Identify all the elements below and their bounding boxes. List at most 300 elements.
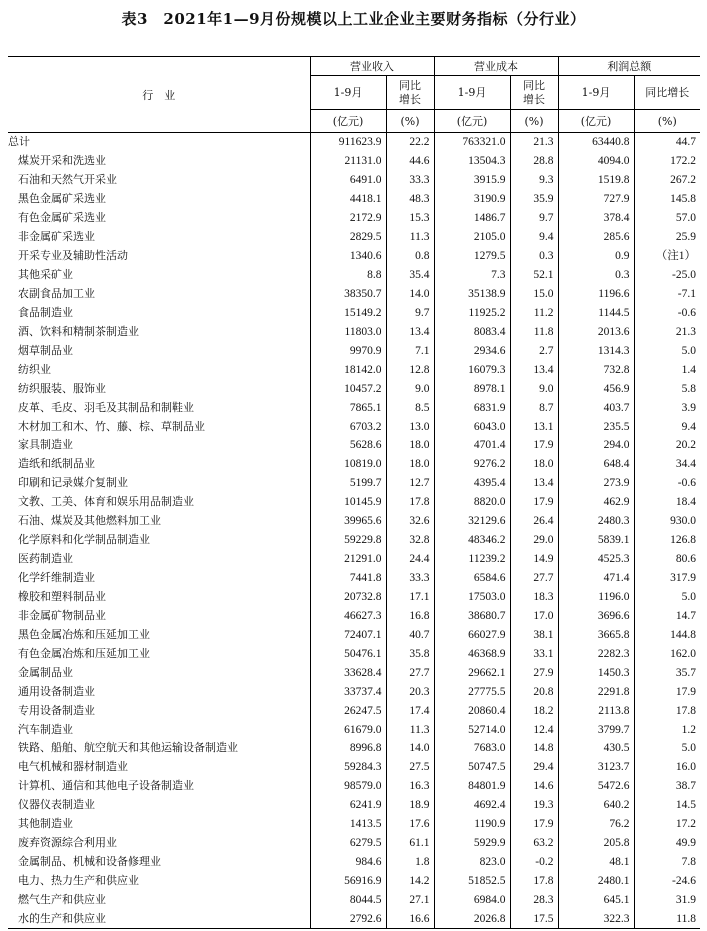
profit-value: 285.6 [558, 228, 634, 247]
cost-yoy: 9.0 [510, 379, 558, 398]
industry-name: 计算机、通信和其他电子设备制造业 [18, 779, 194, 793]
revenue-value: 8044.5 [310, 891, 386, 910]
table-row [8, 739, 700, 758]
table-row [8, 682, 700, 701]
cost-yoy: 15.0 [510, 285, 558, 304]
revenue-value: 4418.1 [310, 190, 386, 209]
cost-yoy: -0.2 [510, 853, 558, 872]
revenue-yoy: 12.8 [386, 360, 434, 379]
table-row [8, 720, 700, 739]
revenue-group-header: 营业收入 [310, 57, 434, 76]
revenue-yoy: 32.8 [386, 531, 434, 550]
industry-name: 废弃资源综合利用业 [18, 836, 117, 850]
revenue-value: 20732.8 [310, 588, 386, 607]
profit-yoy: 172.2 [634, 152, 700, 171]
table-row [8, 228, 700, 247]
profit-yoy: 5.0 [634, 739, 700, 758]
cost-value: 6043.0 [434, 417, 510, 436]
cost-value: 27775.5 [434, 682, 510, 701]
cost-yoy: 26.4 [510, 512, 558, 531]
cost-yoy: 63.2 [510, 834, 558, 853]
profit-value: 456.9 [558, 379, 634, 398]
cost-yoy: 13.1 [510, 417, 558, 436]
industry-name: 煤炭开采和洗选业 [18, 154, 106, 168]
profit-yoy: 18.4 [634, 493, 700, 512]
revenue-yoy: 8.5 [386, 398, 434, 417]
cost-value: 20860.4 [434, 701, 510, 720]
table-row [8, 796, 700, 815]
revenue-value: 7441.8 [310, 569, 386, 588]
profit-yoy: 21.3 [634, 322, 700, 341]
profit-value: 4525.3 [558, 550, 634, 569]
cost-value: 17503.0 [434, 588, 510, 607]
revenue-value: 8996.8 [310, 739, 386, 758]
profit-yoy: 267.2 [634, 171, 700, 190]
profit-value: 430.5 [558, 739, 634, 758]
cost-value: 35138.9 [434, 285, 510, 304]
profit-value: 0.9 [558, 247, 634, 266]
cost-value: 8820.0 [434, 493, 510, 512]
profit-value: 273.9 [558, 474, 634, 493]
industry-name: 电气机械和器材制造业 [18, 760, 128, 774]
revenue-yoy: 17.8 [386, 493, 434, 512]
table-row [8, 588, 700, 607]
cost-value: 2105.0 [434, 228, 510, 247]
revenue-value: 10819.0 [310, 455, 386, 474]
industry-name: 造纸和纸制品业 [18, 457, 95, 471]
industry-name: 其他采矿业 [18, 268, 73, 282]
industry-name: 纺织服装、服饰业 [18, 381, 106, 395]
revenue-yoy: 13.4 [386, 322, 434, 341]
cost-value: 1190.9 [434, 815, 510, 834]
profit-yoy: -0.6 [634, 474, 700, 493]
cost-group-header: 营业成本 [434, 57, 558, 76]
profit-value: 2291.8 [558, 682, 634, 701]
cost-value: 1486.7 [434, 209, 510, 228]
profit-value: 1450.3 [558, 663, 634, 682]
profit-value: 732.8 [558, 360, 634, 379]
revenue-yoy: 40.7 [386, 625, 434, 644]
revenue-yoy: 61.1 [386, 834, 434, 853]
industry-name: 金属制品业 [18, 665, 73, 679]
cost-yoy-unit: (%) [510, 110, 558, 133]
cost-yoy: 17.5 [510, 909, 558, 928]
revenue-value: 984.6 [310, 853, 386, 872]
profit-yoy: -24.6 [634, 872, 700, 891]
revenue-value: 6491.0 [310, 171, 386, 190]
profit-yoy: 38.7 [634, 777, 700, 796]
cost-yoy: 11.2 [510, 303, 558, 322]
industry-name: 烟草制品业 [18, 343, 73, 357]
profit-value: 645.1 [558, 891, 634, 910]
cost-yoy: 21.3 [510, 133, 558, 152]
revenue-yoy: 9.0 [386, 379, 434, 398]
revenue-value: 21131.0 [310, 152, 386, 171]
cost-value: 16079.3 [434, 360, 510, 379]
profit-value: 2282.3 [558, 644, 634, 663]
revenue-value: 59229.8 [310, 531, 386, 550]
industry-name: 食品制造业 [18, 305, 73, 319]
profit-yoy: 5.0 [634, 341, 700, 360]
profit-yoy: （注1） [634, 247, 700, 266]
cost-value: 3915.9 [434, 171, 510, 190]
profit-yoy: 1.2 [634, 720, 700, 739]
cost-yoy: 17.9 [510, 436, 558, 455]
revenue-value: 2792.6 [310, 909, 386, 928]
cost-value: 50747.5 [434, 758, 510, 777]
table-row [8, 853, 700, 872]
table-row [8, 815, 700, 834]
revenue-value: 2172.9 [310, 209, 386, 228]
industry-name: 有色金属冶炼和压延加工业 [18, 646, 150, 660]
cost-value: 13504.3 [434, 152, 510, 171]
cost-value: 823.0 [434, 853, 510, 872]
revenue-value: 6703.2 [310, 417, 386, 436]
cost-yoy: 52.1 [510, 266, 558, 285]
cost-yoy: 33.1 [510, 644, 558, 663]
industry-name: 酒、饮料和精制茶制造业 [18, 324, 139, 338]
revenue-value: 72407.1 [310, 625, 386, 644]
revenue-yoy: 16.3 [386, 777, 434, 796]
revenue-yoy: 14.2 [386, 872, 434, 891]
profit-yoy-header: 同比增长 [634, 76, 700, 110]
revenue-value: 61679.0 [310, 720, 386, 739]
cost-yoy: 17.9 [510, 493, 558, 512]
cost-yoy: 14.6 [510, 777, 558, 796]
revenue-yoy: 35.8 [386, 644, 434, 663]
revenue-yoy: 20.3 [386, 682, 434, 701]
cost-value: 7.3 [434, 266, 510, 285]
profit-yoy: 11.8 [634, 909, 700, 928]
table-row [8, 190, 700, 209]
profit-value: 294.0 [558, 436, 634, 455]
profit-yoy: 145.8 [634, 190, 700, 209]
cost-value: 4395.4 [434, 474, 510, 493]
table-row [8, 891, 700, 910]
industry-name: 橡胶和塑料制品业 [18, 589, 106, 603]
profit-group-header: 利润总额 [558, 57, 700, 76]
table-row [8, 455, 700, 474]
profit-yoy: 3.9 [634, 398, 700, 417]
revenue-yoy-label: 同比 增长 [399, 78, 421, 106]
cost-yoy: 12.4 [510, 720, 558, 739]
industry-name: 铁路、船舶、航空航天和其他运输设备制造业 [18, 741, 238, 755]
revenue-value: 9970.9 [310, 341, 386, 360]
profit-value: 4094.0 [558, 152, 634, 171]
cost-yoy-header [510, 76, 558, 110]
revenue-yoy: 18.0 [386, 455, 434, 474]
cost-value: 11925.2 [434, 303, 510, 322]
cost-yoy: 9.4 [510, 228, 558, 247]
profit-value: 1519.8 [558, 171, 634, 190]
cost-value: 48346.2 [434, 531, 510, 550]
revenue-yoy-unit: (%) [386, 110, 434, 133]
revenue-yoy: 27.5 [386, 758, 434, 777]
revenue-value: 50476.1 [310, 644, 386, 663]
profit-value: 205.8 [558, 834, 634, 853]
profit-value: 462.9 [558, 493, 634, 512]
table-row [8, 758, 700, 777]
profit-value: 2480.3 [558, 512, 634, 531]
profit-value: 471.4 [558, 569, 634, 588]
industry-name: 专用设备制造业 [18, 703, 95, 717]
industry-name: 黑色金属矿采选业 [18, 192, 106, 206]
total-row [8, 133, 700, 152]
cost-value: 8083.4 [434, 322, 510, 341]
cost-yoy: 14.8 [510, 739, 558, 758]
revenue-value: 98579.0 [310, 777, 386, 796]
profit-value: 1314.3 [558, 341, 634, 360]
industry-name: 家具制造业 [18, 438, 73, 452]
industry-name: 化学纤维制造业 [18, 571, 95, 585]
table-row [8, 663, 700, 682]
profit-yoy: -7.1 [634, 285, 700, 304]
profit-value: 2113.8 [558, 701, 634, 720]
revenue-yoy: 15.3 [386, 209, 434, 228]
table-row [8, 569, 700, 588]
table-row [8, 285, 700, 304]
revenue-yoy: 16.8 [386, 606, 434, 625]
revenue-value: 7865.1 [310, 398, 386, 417]
profit-yoy: 7.8 [634, 853, 700, 872]
profit-value: 648.4 [558, 455, 634, 474]
profit-value: 3696.6 [558, 606, 634, 625]
revenue-value: 911623.9 [310, 133, 386, 152]
revenue-value: 2829.5 [310, 228, 386, 247]
financial-indicators-table [8, 56, 700, 929]
table-row [8, 493, 700, 512]
revenue-period-header: 1-9月 [310, 76, 386, 110]
cost-value: 7683.0 [434, 739, 510, 758]
profit-value: 640.2 [558, 796, 634, 815]
revenue-yoy: 14.0 [386, 739, 434, 758]
profit-yoy: 9.4 [634, 417, 700, 436]
cost-yoy: 27.7 [510, 569, 558, 588]
profit-value: 76.2 [558, 815, 634, 834]
revenue-value: 33737.4 [310, 682, 386, 701]
profit-yoy: 126.8 [634, 531, 700, 550]
cost-value: 32129.6 [434, 512, 510, 531]
table-row [8, 341, 700, 360]
revenue-yoy: 11.3 [386, 228, 434, 247]
cost-value: 4701.4 [434, 436, 510, 455]
revenue-value: 8.8 [310, 266, 386, 285]
profit-period-header: 1-9月 [558, 76, 634, 110]
cost-unit: (亿元) [434, 110, 510, 133]
table-row [8, 872, 700, 891]
revenue-yoy: 18.9 [386, 796, 434, 815]
industry-name: 印刷和记录媒介复制业 [18, 476, 128, 490]
industry-name: 非金属矿采选业 [18, 230, 95, 244]
cost-period-header: 1-9月 [434, 76, 510, 110]
revenue-yoy: 16.6 [386, 909, 434, 928]
table-row [8, 909, 700, 928]
revenue-yoy: 18.0 [386, 436, 434, 455]
cost-yoy: 28.3 [510, 891, 558, 910]
revenue-yoy: 44.6 [386, 152, 434, 171]
cost-yoy: 19.3 [510, 796, 558, 815]
table-row [8, 436, 700, 455]
industry-name: 其他制造业 [18, 817, 73, 831]
profit-yoy: 35.7 [634, 663, 700, 682]
cost-value: 66027.9 [434, 625, 510, 644]
industry-name: 石油和天然气开采业 [18, 173, 117, 187]
cost-value: 8978.1 [434, 379, 510, 398]
cost-yoy: 9.7 [510, 209, 558, 228]
revenue-unit: (亿元) [310, 110, 386, 133]
profit-value: 378.4 [558, 209, 634, 228]
industry-name: 纺织业 [18, 362, 51, 376]
table-row [8, 171, 700, 190]
revenue-value: 6279.5 [310, 834, 386, 853]
industry-name: 总计 [8, 135, 30, 149]
profit-value: 403.7 [558, 398, 634, 417]
table-row [8, 644, 700, 663]
profit-value: 235.5 [558, 417, 634, 436]
cost-yoy: 17.8 [510, 872, 558, 891]
profit-value: 1196.0 [558, 588, 634, 607]
profit-yoy: -0.6 [634, 303, 700, 322]
cost-yoy: 35.9 [510, 190, 558, 209]
revenue-value: 26247.5 [310, 701, 386, 720]
profit-value: 5839.1 [558, 531, 634, 550]
revenue-yoy: 17.6 [386, 815, 434, 834]
table-row [8, 398, 700, 417]
profit-value: 1144.5 [558, 303, 634, 322]
profit-yoy: 25.9 [634, 228, 700, 247]
profit-value: 3799.7 [558, 720, 634, 739]
revenue-value: 39965.6 [310, 512, 386, 531]
profit-value: 322.3 [558, 909, 634, 928]
revenue-yoy: 27.7 [386, 663, 434, 682]
revenue-yoy: 27.1 [386, 891, 434, 910]
cost-value: 1279.5 [434, 247, 510, 266]
cost-value: 5929.9 [434, 834, 510, 853]
table-row [8, 531, 700, 550]
revenue-value: 21291.0 [310, 550, 386, 569]
industry-name: 燃气生产和供应业 [18, 892, 106, 906]
cost-yoy: 8.7 [510, 398, 558, 417]
cost-yoy: 38.1 [510, 625, 558, 644]
table-row [8, 379, 700, 398]
revenue-yoy: 14.0 [386, 285, 434, 304]
profit-value: 2480.1 [558, 872, 634, 891]
cost-value: 4692.4 [434, 796, 510, 815]
profit-value: 63440.8 [558, 133, 634, 152]
revenue-value: 56916.9 [310, 872, 386, 891]
table-row [8, 152, 700, 171]
profit-yoy: 930.0 [634, 512, 700, 531]
cost-value: 2026.8 [434, 909, 510, 928]
revenue-yoy: 22.2 [386, 133, 434, 152]
cost-yoy: 0.3 [510, 247, 558, 266]
revenue-yoy: 35.4 [386, 266, 434, 285]
profit-yoy: 80.6 [634, 550, 700, 569]
cost-value: 38680.7 [434, 606, 510, 625]
revenue-value: 6241.9 [310, 796, 386, 815]
profit-yoy: 5.0 [634, 588, 700, 607]
cost-value: 6831.9 [434, 398, 510, 417]
industry-name: 农副食品加工业 [18, 286, 95, 300]
cost-yoy: 27.9 [510, 663, 558, 682]
revenue-value: 1413.5 [310, 815, 386, 834]
industry-name: 有色金属矿采选业 [18, 211, 106, 225]
revenue-value: 5199.7 [310, 474, 386, 493]
revenue-value: 1340.6 [310, 247, 386, 266]
revenue-yoy: 11.3 [386, 720, 434, 739]
revenue-value: 59284.3 [310, 758, 386, 777]
table-row [8, 303, 700, 322]
profit-yoy: 317.9 [634, 569, 700, 588]
profit-yoy: 34.4 [634, 455, 700, 474]
table-row [8, 474, 700, 493]
cost-yoy: 13.4 [510, 360, 558, 379]
table-row [8, 360, 700, 379]
cost-yoy: 29.0 [510, 531, 558, 550]
cost-value: 9276.2 [434, 455, 510, 474]
table-row [8, 606, 700, 625]
profit-yoy-unit: (%) [634, 110, 700, 133]
profit-yoy: 20.2 [634, 436, 700, 455]
table-row [8, 247, 700, 266]
revenue-yoy: 32.6 [386, 512, 434, 531]
revenue-value: 38350.7 [310, 285, 386, 304]
cost-value: 29662.1 [434, 663, 510, 682]
profit-yoy: 17.8 [634, 701, 700, 720]
cost-yoy: 18.3 [510, 588, 558, 607]
profit-yoy: 49.9 [634, 834, 700, 853]
cost-yoy: 18.0 [510, 455, 558, 474]
profit-value: 3123.7 [558, 758, 634, 777]
profit-yoy: 1.4 [634, 360, 700, 379]
revenue-value: 33628.4 [310, 663, 386, 682]
profit-yoy: 17.2 [634, 815, 700, 834]
cost-value: 3190.9 [434, 190, 510, 209]
profit-unit: (亿元) [558, 110, 634, 133]
table-row [8, 550, 700, 569]
cost-yoy: 18.2 [510, 701, 558, 720]
revenue-value: 10145.9 [310, 493, 386, 512]
industry-name: 仪器仪表制造业 [18, 798, 95, 812]
profit-yoy: 5.8 [634, 379, 700, 398]
table-row [8, 701, 700, 720]
profit-yoy: 31.9 [634, 891, 700, 910]
industry-name: 金属制品、机械和设备修理业 [18, 855, 161, 869]
table-row [8, 625, 700, 644]
cost-yoy: 28.8 [510, 152, 558, 171]
cost-yoy-label: 同比 增长 [523, 78, 545, 106]
profit-yoy: 44.7 [634, 133, 700, 152]
cost-value: 51852.5 [434, 872, 510, 891]
cost-value: 84801.9 [434, 777, 510, 796]
industry-name: 汽车制造业 [18, 722, 73, 736]
revenue-yoy-header [386, 76, 434, 110]
revenue-value: 10457.2 [310, 379, 386, 398]
revenue-yoy: 12.7 [386, 474, 434, 493]
industry-name: 化学原料和化学制品制造业 [18, 533, 150, 547]
revenue-yoy: 7.1 [386, 341, 434, 360]
table-title: 表3 2021年1—9月份规模以上工业企业主要财务指标（分行业） [121, 10, 586, 28]
revenue-yoy: 17.1 [386, 588, 434, 607]
cost-yoy: 13.4 [510, 474, 558, 493]
revenue-yoy: 13.0 [386, 417, 434, 436]
revenue-value: 46627.3 [310, 606, 386, 625]
cost-yoy: 20.8 [510, 682, 558, 701]
profit-value: 5472.6 [558, 777, 634, 796]
profit-value: 48.1 [558, 853, 634, 872]
revenue-yoy: 33.3 [386, 171, 434, 190]
revenue-value: 15149.2 [310, 303, 386, 322]
